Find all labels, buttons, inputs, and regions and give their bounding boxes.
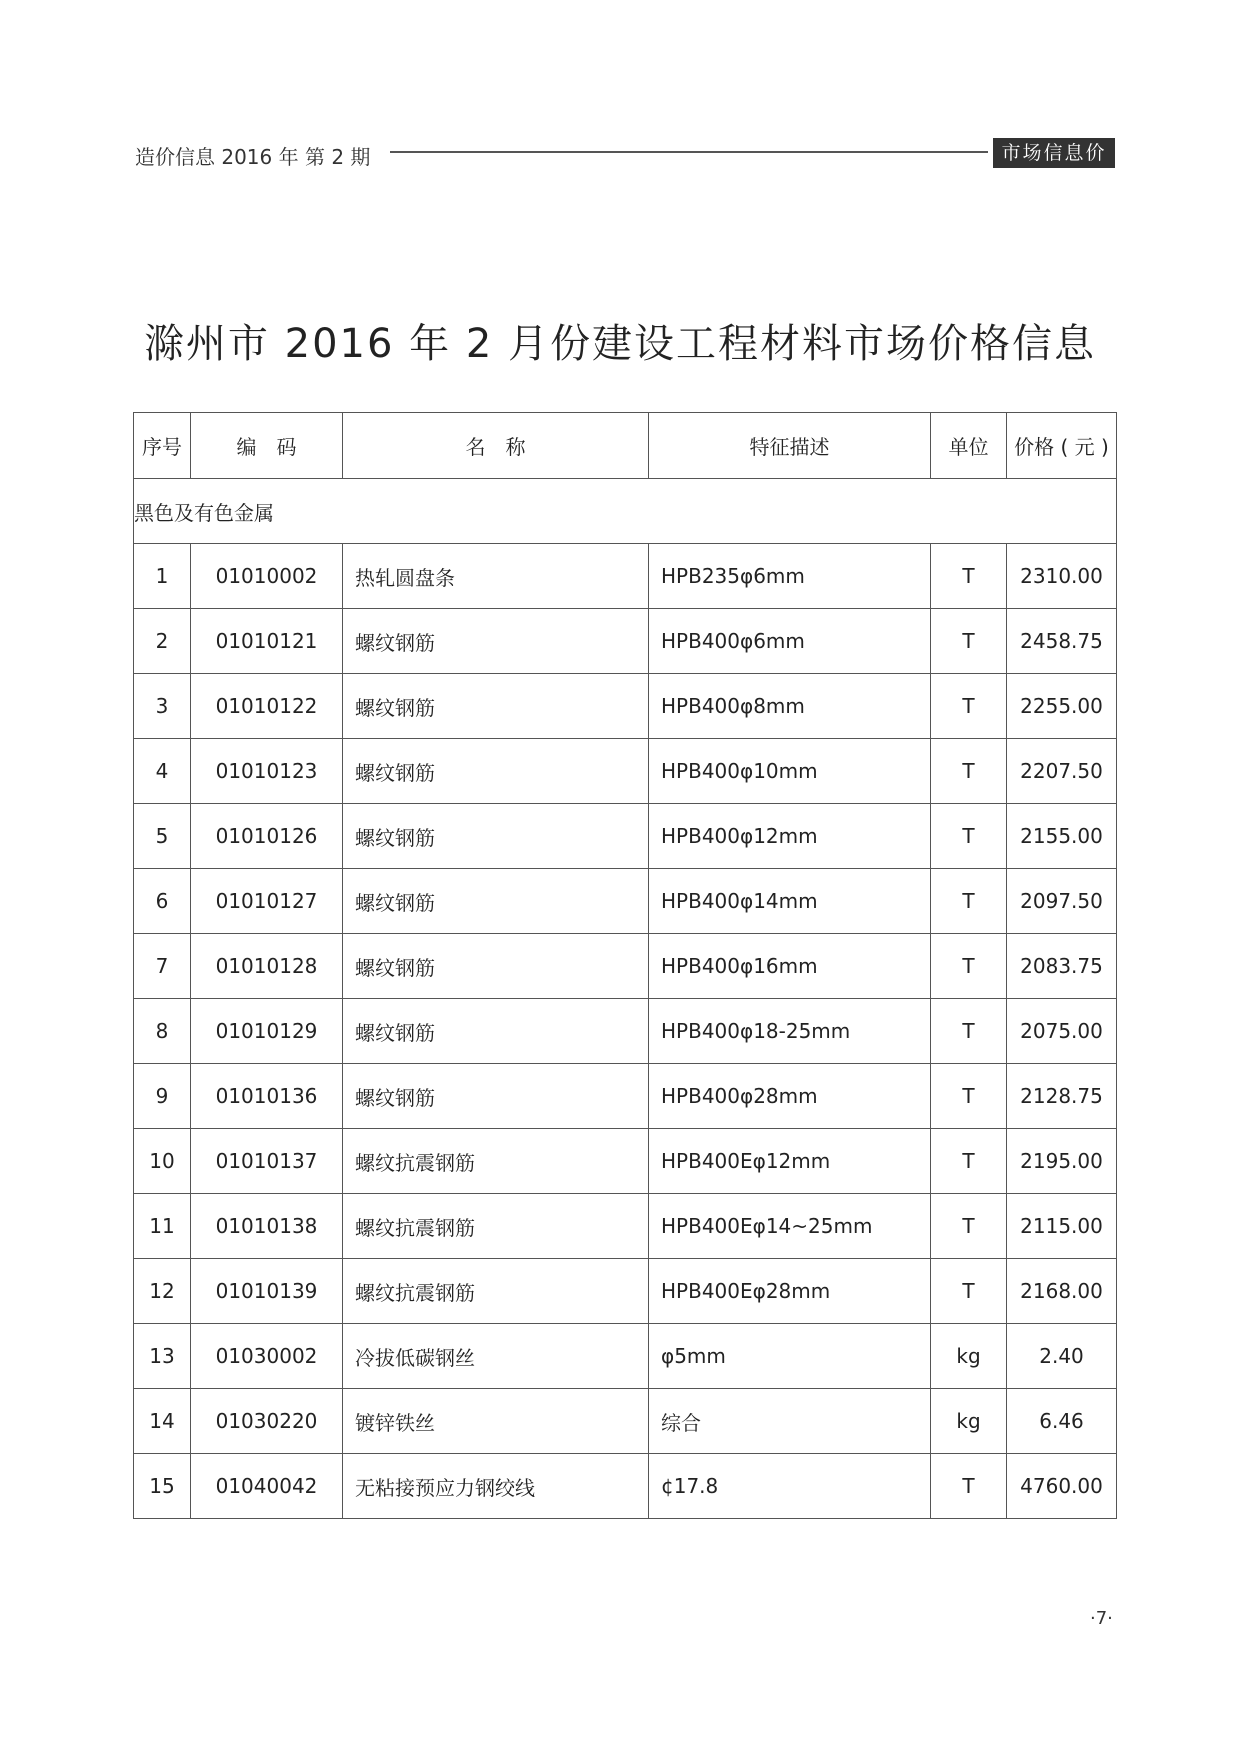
col-header-name: 名 称 bbox=[343, 413, 649, 479]
cell-code: 01040042 bbox=[191, 1454, 343, 1519]
cell-no: 6 bbox=[134, 869, 191, 934]
cell-unit: T bbox=[931, 1454, 1007, 1519]
cell-price: 2.40 bbox=[1007, 1324, 1117, 1389]
table-row bbox=[134, 1129, 1117, 1194]
cell-price: 2115.00 bbox=[1007, 1194, 1117, 1259]
cell-spec: ¢17.8 bbox=[649, 1454, 931, 1519]
price-table bbox=[133, 412, 1117, 1519]
cell-spec: φ5mm bbox=[649, 1324, 931, 1389]
cell-price: 2075.00 bbox=[1007, 999, 1117, 1064]
table-row bbox=[134, 1454, 1117, 1519]
cell-price: 2097.50 bbox=[1007, 869, 1117, 934]
cell-name: 螺纹抗震钢筋 bbox=[343, 1194, 649, 1259]
col-header-code: 编 码 bbox=[191, 413, 343, 479]
cell-no: 2 bbox=[134, 609, 191, 674]
section-tag: 市场信息价 bbox=[993, 138, 1115, 168]
cell-no: 1 bbox=[134, 544, 191, 609]
cell-unit: T bbox=[931, 1259, 1007, 1324]
cell-price: 2458.75 bbox=[1007, 609, 1117, 674]
cell-no: 8 bbox=[134, 999, 191, 1064]
col-header-price: 价格 ( 元 ) bbox=[1007, 413, 1117, 479]
table-row bbox=[134, 804, 1117, 869]
table-row bbox=[134, 869, 1117, 934]
cell-code: 01010122 bbox=[191, 674, 343, 739]
cell-name: 螺纹钢筋 bbox=[343, 804, 649, 869]
cell-name: 热轧圆盘条 bbox=[343, 544, 649, 609]
cell-code: 01010139 bbox=[191, 1259, 343, 1324]
cell-spec: HPB400Eφ12mm bbox=[649, 1129, 931, 1194]
page-number: ·7· bbox=[1090, 1608, 1113, 1629]
cell-price: 6.46 bbox=[1007, 1389, 1117, 1454]
cell-spec: 综合 bbox=[649, 1389, 931, 1454]
cell-price: 2083.75 bbox=[1007, 934, 1117, 999]
table-row bbox=[134, 934, 1117, 999]
category-row bbox=[134, 479, 1117, 544]
cell-no: 15 bbox=[134, 1454, 191, 1519]
cell-name: 螺纹抗震钢筋 bbox=[343, 1259, 649, 1324]
table-row bbox=[134, 674, 1117, 739]
cell-price: 2128.75 bbox=[1007, 1064, 1117, 1129]
cell-code: 01010138 bbox=[191, 1194, 343, 1259]
journal-issue: 造价信息 2016 年 第 2 期 bbox=[135, 145, 371, 169]
table-row bbox=[134, 1194, 1117, 1259]
cell-price: 2207.50 bbox=[1007, 739, 1117, 804]
cell-price: 2155.00 bbox=[1007, 804, 1117, 869]
cell-spec: HPB400φ6mm bbox=[649, 609, 931, 674]
col-header-spec: 特征描述 bbox=[649, 413, 931, 479]
cell-code: 01010137 bbox=[191, 1129, 343, 1194]
cell-no: 14 bbox=[134, 1389, 191, 1454]
cell-code: 01010121 bbox=[191, 609, 343, 674]
cell-name: 螺纹钢筋 bbox=[343, 1064, 649, 1129]
cell-spec: HPB400φ16mm bbox=[649, 934, 931, 999]
cell-name: 螺纹钢筋 bbox=[343, 674, 649, 739]
cell-unit: T bbox=[931, 674, 1007, 739]
cell-unit: T bbox=[931, 999, 1007, 1064]
cell-name: 螺纹钢筋 bbox=[343, 999, 649, 1064]
table-row bbox=[134, 544, 1117, 609]
col-header-unit: 单位 bbox=[931, 413, 1007, 479]
table-row bbox=[134, 1064, 1117, 1129]
cell-spec: HPB400φ18-25mm bbox=[649, 999, 931, 1064]
table-row bbox=[134, 609, 1117, 674]
cell-name: 无粘接预应力钢绞线 bbox=[343, 1454, 649, 1519]
cell-no: 12 bbox=[134, 1259, 191, 1324]
cell-unit: T bbox=[931, 1129, 1007, 1194]
cell-unit: T bbox=[931, 544, 1007, 609]
cell-no: 7 bbox=[134, 934, 191, 999]
cell-name: 镀锌铁丝 bbox=[343, 1389, 649, 1454]
cell-no: 4 bbox=[134, 739, 191, 804]
page-title: 滁州市 2016 年 2 月份建设工程材料市场价格信息 bbox=[143, 321, 1097, 367]
cell-name: 螺纹钢筋 bbox=[343, 739, 649, 804]
cell-price: 2310.00 bbox=[1007, 544, 1117, 609]
col-header-no: 序号 bbox=[134, 413, 191, 479]
cell-spec: HPB235φ6mm bbox=[649, 544, 931, 609]
cell-name: 螺纹钢筋 bbox=[343, 869, 649, 934]
cell-code: 01010129 bbox=[191, 999, 343, 1064]
table-header-row bbox=[134, 413, 1117, 479]
cell-code: 01030220 bbox=[191, 1389, 343, 1454]
cell-price: 4760.00 bbox=[1007, 1454, 1117, 1519]
cell-price: 2255.00 bbox=[1007, 674, 1117, 739]
table-row bbox=[134, 1324, 1117, 1389]
cell-unit: kg bbox=[931, 1389, 1007, 1454]
cell-code: 01010002 bbox=[191, 544, 343, 609]
cell-name: 螺纹钢筋 bbox=[343, 609, 649, 674]
cell-code: 01030002 bbox=[191, 1324, 343, 1389]
category-label: 黑色及有色金属 bbox=[134, 479, 1117, 544]
cell-unit: T bbox=[931, 804, 1007, 869]
cell-no: 10 bbox=[134, 1129, 191, 1194]
cell-unit: T bbox=[931, 1194, 1007, 1259]
cell-spec: HPB400φ12mm bbox=[649, 804, 931, 869]
table-row bbox=[134, 739, 1117, 804]
cell-no: 11 bbox=[134, 1194, 191, 1259]
cell-price: 2168.00 bbox=[1007, 1259, 1117, 1324]
header-rule bbox=[390, 151, 988, 153]
cell-name: 螺纹抗震钢筋 bbox=[343, 1129, 649, 1194]
cell-spec: HPB400Eφ14~25mm bbox=[649, 1194, 931, 1259]
cell-code: 01010128 bbox=[191, 934, 343, 999]
cell-unit: T bbox=[931, 934, 1007, 999]
table-row bbox=[134, 1259, 1117, 1324]
cell-no: 5 bbox=[134, 804, 191, 869]
cell-no: 3 bbox=[134, 674, 191, 739]
table-row bbox=[134, 1389, 1117, 1454]
cell-spec: HPB400φ14mm bbox=[649, 869, 931, 934]
cell-unit: T bbox=[931, 1064, 1007, 1129]
cell-unit: T bbox=[931, 609, 1007, 674]
cell-code: 01010136 bbox=[191, 1064, 343, 1129]
cell-spec: HPB400φ10mm bbox=[649, 739, 931, 804]
cell-spec: HPB400φ28mm bbox=[649, 1064, 931, 1129]
cell-no: 9 bbox=[134, 1064, 191, 1129]
cell-spec: HPB400Eφ28mm bbox=[649, 1259, 931, 1324]
cell-price: 2195.00 bbox=[1007, 1129, 1117, 1194]
cell-code: 01010123 bbox=[191, 739, 343, 804]
cell-name: 冷拔低碳钢丝 bbox=[343, 1324, 649, 1389]
cell-code: 01010127 bbox=[191, 869, 343, 934]
cell-unit: T bbox=[931, 739, 1007, 804]
cell-name: 螺纹钢筋 bbox=[343, 934, 649, 999]
cell-code: 01010126 bbox=[191, 804, 343, 869]
cell-no: 13 bbox=[134, 1324, 191, 1389]
cell-unit: kg bbox=[931, 1324, 1007, 1389]
cell-spec: HPB400φ8mm bbox=[649, 674, 931, 739]
cell-unit: T bbox=[931, 869, 1007, 934]
table-row bbox=[134, 999, 1117, 1064]
